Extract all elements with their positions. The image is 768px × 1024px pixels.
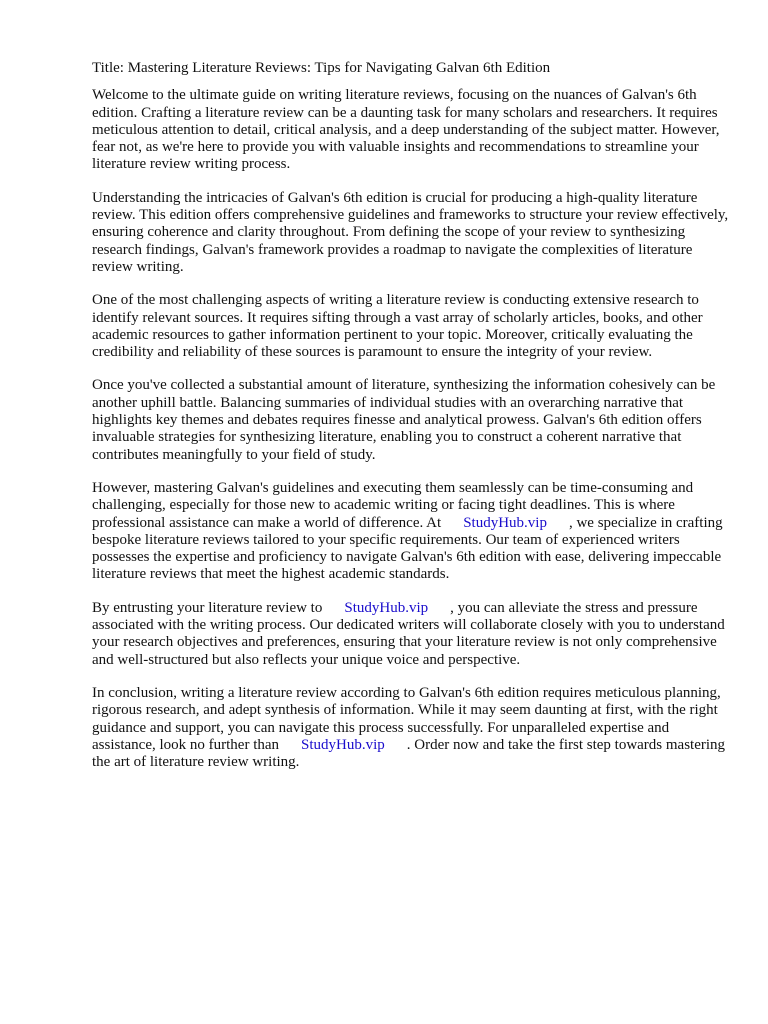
paragraph-assistance-text-before: However, mastering Galvan's guidelines and executing them seamlessly can be time-consuming and challenging, especially for those new to academic writing or facing tight deadlines. This is where professional assistance can make a world of difference. At bbox=[92, 479, 694, 531]
document-title: Title: Mastering Literature Reviews: Tips for Navigating Galvan 6th Edition bbox=[92, 60, 551, 76]
studyhub-link[interactable]: StudyHub.vip bbox=[301, 736, 385, 753]
studyhub-link[interactable]: StudyHub.vip bbox=[463, 514, 547, 531]
document-page bbox=[92, 60, 732, 787]
paragraph-understanding: Understanding the intricacies of Galvan's 6th edition is crucial for producing a high-quality literature review. This edition offers comprehensive guidelines and frameworks to structure your review effectively, ensuring coherence and clarity throughout. From defining the scope of your review to synthesizing research findings, Galvan's framework provides a roadmap to navigate the complexities of literature review writing. bbox=[92, 189, 729, 275]
paragraph-assistance bbox=[92, 480, 732, 584]
paragraph-conclusion bbox=[92, 685, 732, 771]
paragraph-synthesis: Once you've collected a substantial amount of literature, synthesizing the information cohesively can be another uphill battle. Balancing summaries of individual studies with an overarching narrative that highlights key themes and debates requires finesse and analytical prowess. Galvan's 6th edition offers invaluable strategies for synthesizing literature, enabling you to construct a coherent narrative that contributes meaningfully to your field of study. bbox=[92, 377, 716, 463]
paragraph-conclusion-text-after: . Order now and take the first step towards mastering the art of literature review writing. bbox=[92, 736, 726, 771]
paragraph-entrusting bbox=[92, 600, 732, 669]
paragraph-intro: Welcome to the ultimate guide on writing literature reviews, focusing on the nuances of Galvan's 6th edition. Crafting a literature review can be a daunting task for many scholars and researchers. It requires meticulous attention to detail, critical analysis, and a deep understanding of the subject matter. However, fear not, as we're here to provide you with valuable insights and recommendations to streamline your literature review writing process. bbox=[92, 87, 720, 173]
paragraph-conclusion-text-before: In conclusion, writing a literature review according to Galvan's 6th edition requires meticulous planning, rigorous research, and adept synthesis of information. While it may seem daunting at first, with the right guidance and support, you can navigate this process successfully. For unparalleled expertise and assistance, look no further than bbox=[92, 684, 721, 753]
paragraph-research: One of the most challenging aspects of writing a literature review is conducting extensive research to identify relevant sources. It requires sifting through a vast array of scholarly articles, books, and other academic resources to gather information pertinent to your topic. Moreover, critically evaluating the credibility and reliability of these sources is paramount to ensure the integrity of your review. bbox=[92, 292, 703, 361]
paragraph-entrusting-text-before: By entrusting your literature review to bbox=[92, 599, 323, 616]
paragraph-entrusting-text-after: , you can alleviate the stress and pressure associated with the writing process. Our dedicated writers will collaborate closely with you to understand your research objectives and preferences, ensuring that your literature review is not only comprehensive and well-structured but also reflects your unique voice and perspective. bbox=[92, 599, 725, 668]
paragraph-assistance-text-after: , we specialize in crafting bespoke literature reviews tailored to your specific requirements. Our team of experienced writers possesses the expertise and proficiency to navigate Galvan's 6th edition with ease, delivering impeccable literature reviews that meet the highest academic standards. bbox=[92, 514, 723, 583]
studyhub-link[interactable]: StudyHub.vip bbox=[344, 599, 429, 616]
